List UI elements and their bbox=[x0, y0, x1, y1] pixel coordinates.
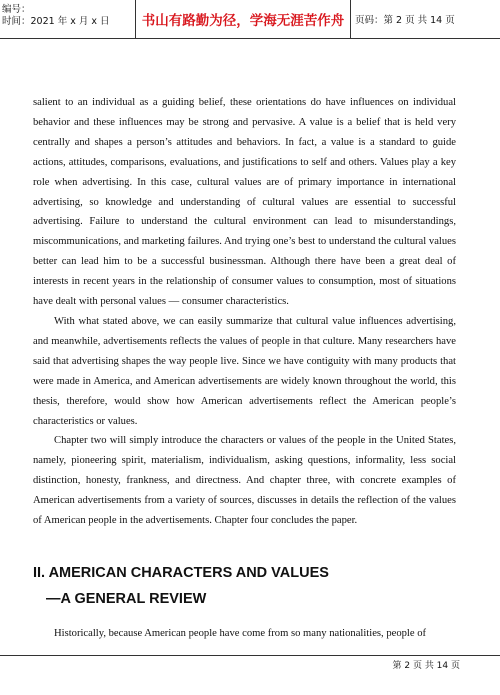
section-heading-line1: II. AMERICAN CHARACTERS AND VALUES bbox=[33, 565, 329, 581]
header-divider bbox=[350, 0, 351, 38]
header-meta bbox=[2, 0, 135, 38]
header-number-label: 编号： bbox=[2, 4, 31, 15]
paragraph: Historically, because American people have come from so many nationalities, people of bbox=[54, 628, 427, 639]
page-footer: 第 2 页 共 14 页 bbox=[392, 661, 460, 671]
header-rule bbox=[0, 38, 500, 39]
footer-rule bbox=[0, 655, 500, 656]
section-heading-line2: —A GENERAL REVIEW bbox=[46, 591, 207, 607]
page-header bbox=[0, 0, 500, 38]
header-page-label: 页码：第 2 页 共 14 页 bbox=[355, 15, 455, 26]
section-heading bbox=[33, 560, 463, 612]
body-text bbox=[33, 93, 456, 531]
paragraph: With what stated above, we can easily summarize that cultural value influences advertising, and meanwhile, advertisements reflects the values of people in that culture. Many researchers have said that advertising shapes the way people live. Since we have contiguity with many products that were made in America, and American advertisements are widely known throughout the world, this thesis, therefore, would show how American advertisements reflect the American people’s characteristics or values. bbox=[33, 315, 456, 427]
header-motto: 书山有路勤为径，学海无涯苦作舟 bbox=[141, 13, 345, 29]
paragraph: Chapter two will simply introduce the characters or values of the people in the United States, namely, pioneering spirit, materialism, individualism, asking questions, informality, less social distinction, honesty, frankness, and directness. And chapter three, with concrete examples of American advertisements from a variety of sources, discusses in details the reflection of the values of American people in the advertisements. Chapter four concludes the paper. bbox=[33, 435, 456, 527]
header-time-label: 时间：2021 年 x 月 x 日 bbox=[2, 16, 110, 27]
paragraph: salient to an individual as a guiding belief, these orientations do have influences on individual behavior and these influences may be strong and pervasive. A value is a belief that is held very centrally and shapes a person’s attitudes and behaviors. In fact, a value is a standard to guide actions, attitudes, comparisons, evaluations, and justifications to self and others. Values play a key role when advertising. In this case, cultural values are of primary importance in international advertising, so knowledge and understanding of cultural values are essential to successful advertising. Failure to understand the cultural environment can lead to misunderstandings, miscommunications, and marketing failures. And trying one’s best to understand the cultural values better can lead him to be a successful businessman. Although there have been a great deal of interests in recent years in the relationship of consumer values to consumption, most of situations have dealt with personal values — consumer characteristics. bbox=[33, 97, 456, 308]
